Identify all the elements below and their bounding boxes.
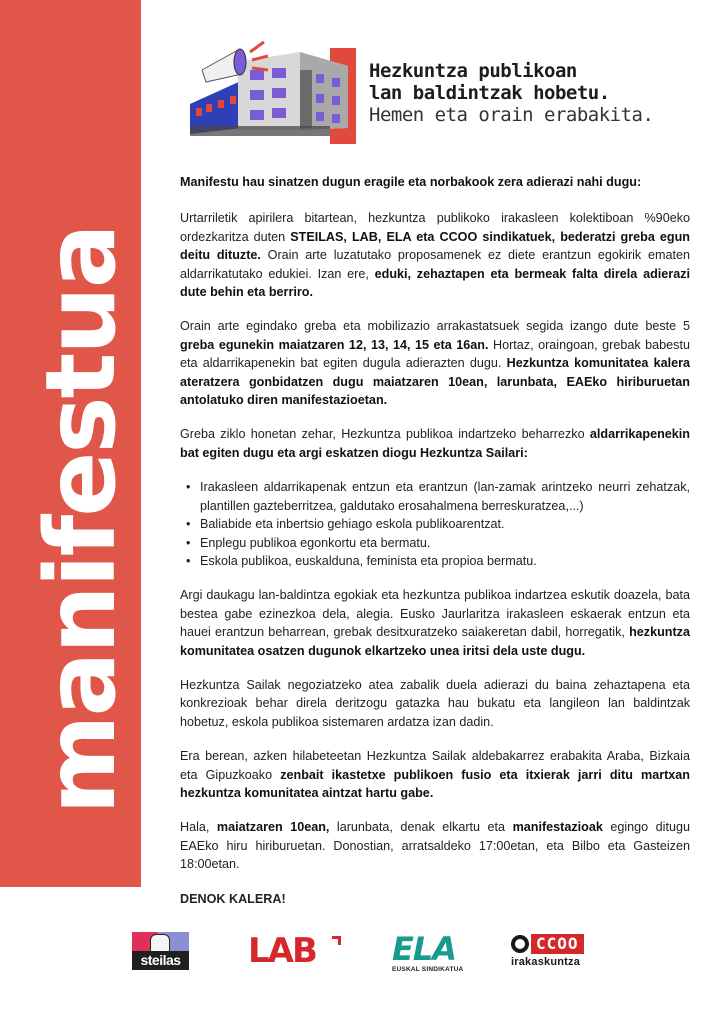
list-item-text: Baliabide eta inbertsio gehiago eskola publikoarentzat.	[200, 517, 505, 532]
bullet-icon: •	[186, 517, 191, 532]
text: Era berean, azken hilabeteetan Hezkuntza Sailak aldebakarrez erabakita Araba, Bizkaia eta Gipuzkoako	[180, 749, 690, 782]
ela-logo	[392, 930, 464, 973]
emphasis: maiatzaren 10ean,	[216, 820, 330, 835]
list-item	[186, 515, 690, 533]
title-line-1: Hezkuntza publikoan	[369, 60, 577, 82]
bullet-icon: •	[186, 480, 191, 495]
text: Hala,	[180, 820, 217, 835]
sidebar-banner	[0, 0, 141, 887]
crowd	[190, 126, 330, 136]
manifesto-body	[180, 173, 690, 924]
ccoo-logo-subtitle: irakaskuntza	[511, 956, 581, 968]
list-item	[186, 552, 690, 570]
paragraph-5: Hezkuntza Sailak negoziatzeko atea zabalik duela adierazi du baina zehaztapena eta konkrezioak behar direla deritzogu gatazka hau bukatu eta langileon lan baldintzak hobetuz, eskola publikoa sistemaren ardatza izan dadin.	[180, 677, 690, 729]
list-item	[186, 478, 690, 515]
text: Greba ziklo honetan zehar, Hezkuntza publikoa indartzeko beharrezko	[180, 427, 590, 442]
lab-logo: LAB	[248, 931, 316, 971]
emphasis: Hezkuntza komunitatea kalera ateratzera gonbidatzen dugu maiatzaren 10ean, larunbata, EAEko hiriburuetan antolatuko diren manifestazioetan.	[180, 356, 690, 408]
text: Hortaz, oraingoan, grebak babestu eta aldarrikapenekin bat egiten dugula adierazten dugu.	[180, 337, 690, 371]
lab-logo-accent	[332, 936, 341, 945]
text: larunbata, denak elkartu eta	[329, 820, 513, 835]
emphasis: hezkuntza komunitatea osatzen dugunok elkartzeko unea iritsi dela uste dugu.	[180, 625, 690, 658]
closing-call: DENOK KALERA!	[180, 891, 286, 906]
list-item-text: Irakasleen aldarrikapenak entzun eta erantzun (lan-zamak arintzeko neurri zehatzak, plantillen gazteberritzea, galdutako erosahalmena berreskuratzea,...)	[200, 480, 690, 513]
signatories-logos	[110, 922, 620, 982]
list-item-text: Eskola publikoa, euskalduna, feminista eta propioa bermatu.	[200, 553, 537, 568]
text: Argi daukagu lan-baldintza egokiak eta hezkuntza publikoa indartzea eskutik doazela, bata bestea gabe ezinezkoa dela, alegia. Eusko Jaurlaritza irakasleen eskaerak entzun eta hauei erantzun beharrean, grebak desitxuratzeko saiakeretan dabil, horregatik,	[180, 588, 690, 640]
blue-building	[190, 80, 243, 134]
paragraph-7	[180, 818, 690, 873]
list-item-text: Enplegu publikoa egonkortu eta bermatu.	[200, 535, 431, 550]
steilas-logo-text: steilas	[132, 951, 189, 970]
lead-statement: Manifestu hau sinatzen dugun eragile eta norbakook zera adierazi nahi dugu:	[180, 175, 642, 189]
paragraph-2	[180, 317, 690, 409]
header-illustration	[188, 30, 358, 150]
emphasis: STEILAS, LAB, ELA eta CCOO sindikatuek, bederatzi greba egun deitu dituzte.	[180, 229, 690, 263]
emphasis: aldarrikapenekin bat egiten dugu eta argi eskatzen diogu Hezkuntza Sailari:	[180, 427, 690, 460]
gear-icon	[511, 935, 529, 953]
ela-logo-mark: ELA	[392, 930, 457, 968]
text: egingo ditugu EAEko hiru hiriburuetan. Donostian, arratsaldeko 17:00etan, eta Bilbo eta Gasteizen 18:00etan.	[180, 820, 690, 872]
ccoo-logo	[511, 934, 584, 968]
text: Urtarriletik apirilera bitartean, hezkuntza publikoko irakasleen kolektiboan %90eko ordezkaritza duten	[180, 211, 690, 244]
emphasis: manifestazioak	[512, 820, 603, 835]
bullet-icon: •	[186, 535, 191, 550]
text: Orain arte egindako greba eta mobilizazio arrakastatsuek segida izango dute beste 5	[180, 319, 690, 334]
paragraph-1	[180, 209, 690, 301]
title-subtitle: Hemen eta orain erabakita.	[369, 104, 654, 126]
text: Orain arte luzatutako proposamenek ez diete erantzun egokirik ematen aldarrikatutako edukiei. Izan ere,	[180, 248, 690, 281]
header-title	[369, 60, 653, 126]
emphasis: eduki, zehaztapen eta bermeak falta direla adierazi dute behin eta berriro.	[180, 266, 690, 300]
steilas-logo	[132, 932, 189, 970]
emphasis: zenbait ikastetxe publikoen fusio eta itxierak jarri ditu martxan hezkuntza komunitatea aintzat hartu gabe.	[180, 767, 690, 800]
paragraph-6	[180, 747, 690, 802]
bullet-icon: •	[186, 553, 191, 568]
sidebar-title: manifestua	[25, 225, 137, 815]
ela-logo-subtitle: EUSKAL SINDIKATUA	[392, 966, 464, 973]
title-line-2: lan baldintzak hobetu.	[369, 82, 610, 104]
paragraph-3	[180, 425, 690, 462]
ccoo-logo-mark: CCOO	[531, 934, 584, 954]
emphasis: greba egunekin maiatzaren 12, 13, 14, 15 eta 16an.	[180, 337, 489, 352]
list-item	[186, 534, 690, 552]
demands-list	[180, 478, 690, 570]
paragraph-4	[180, 586, 690, 660]
